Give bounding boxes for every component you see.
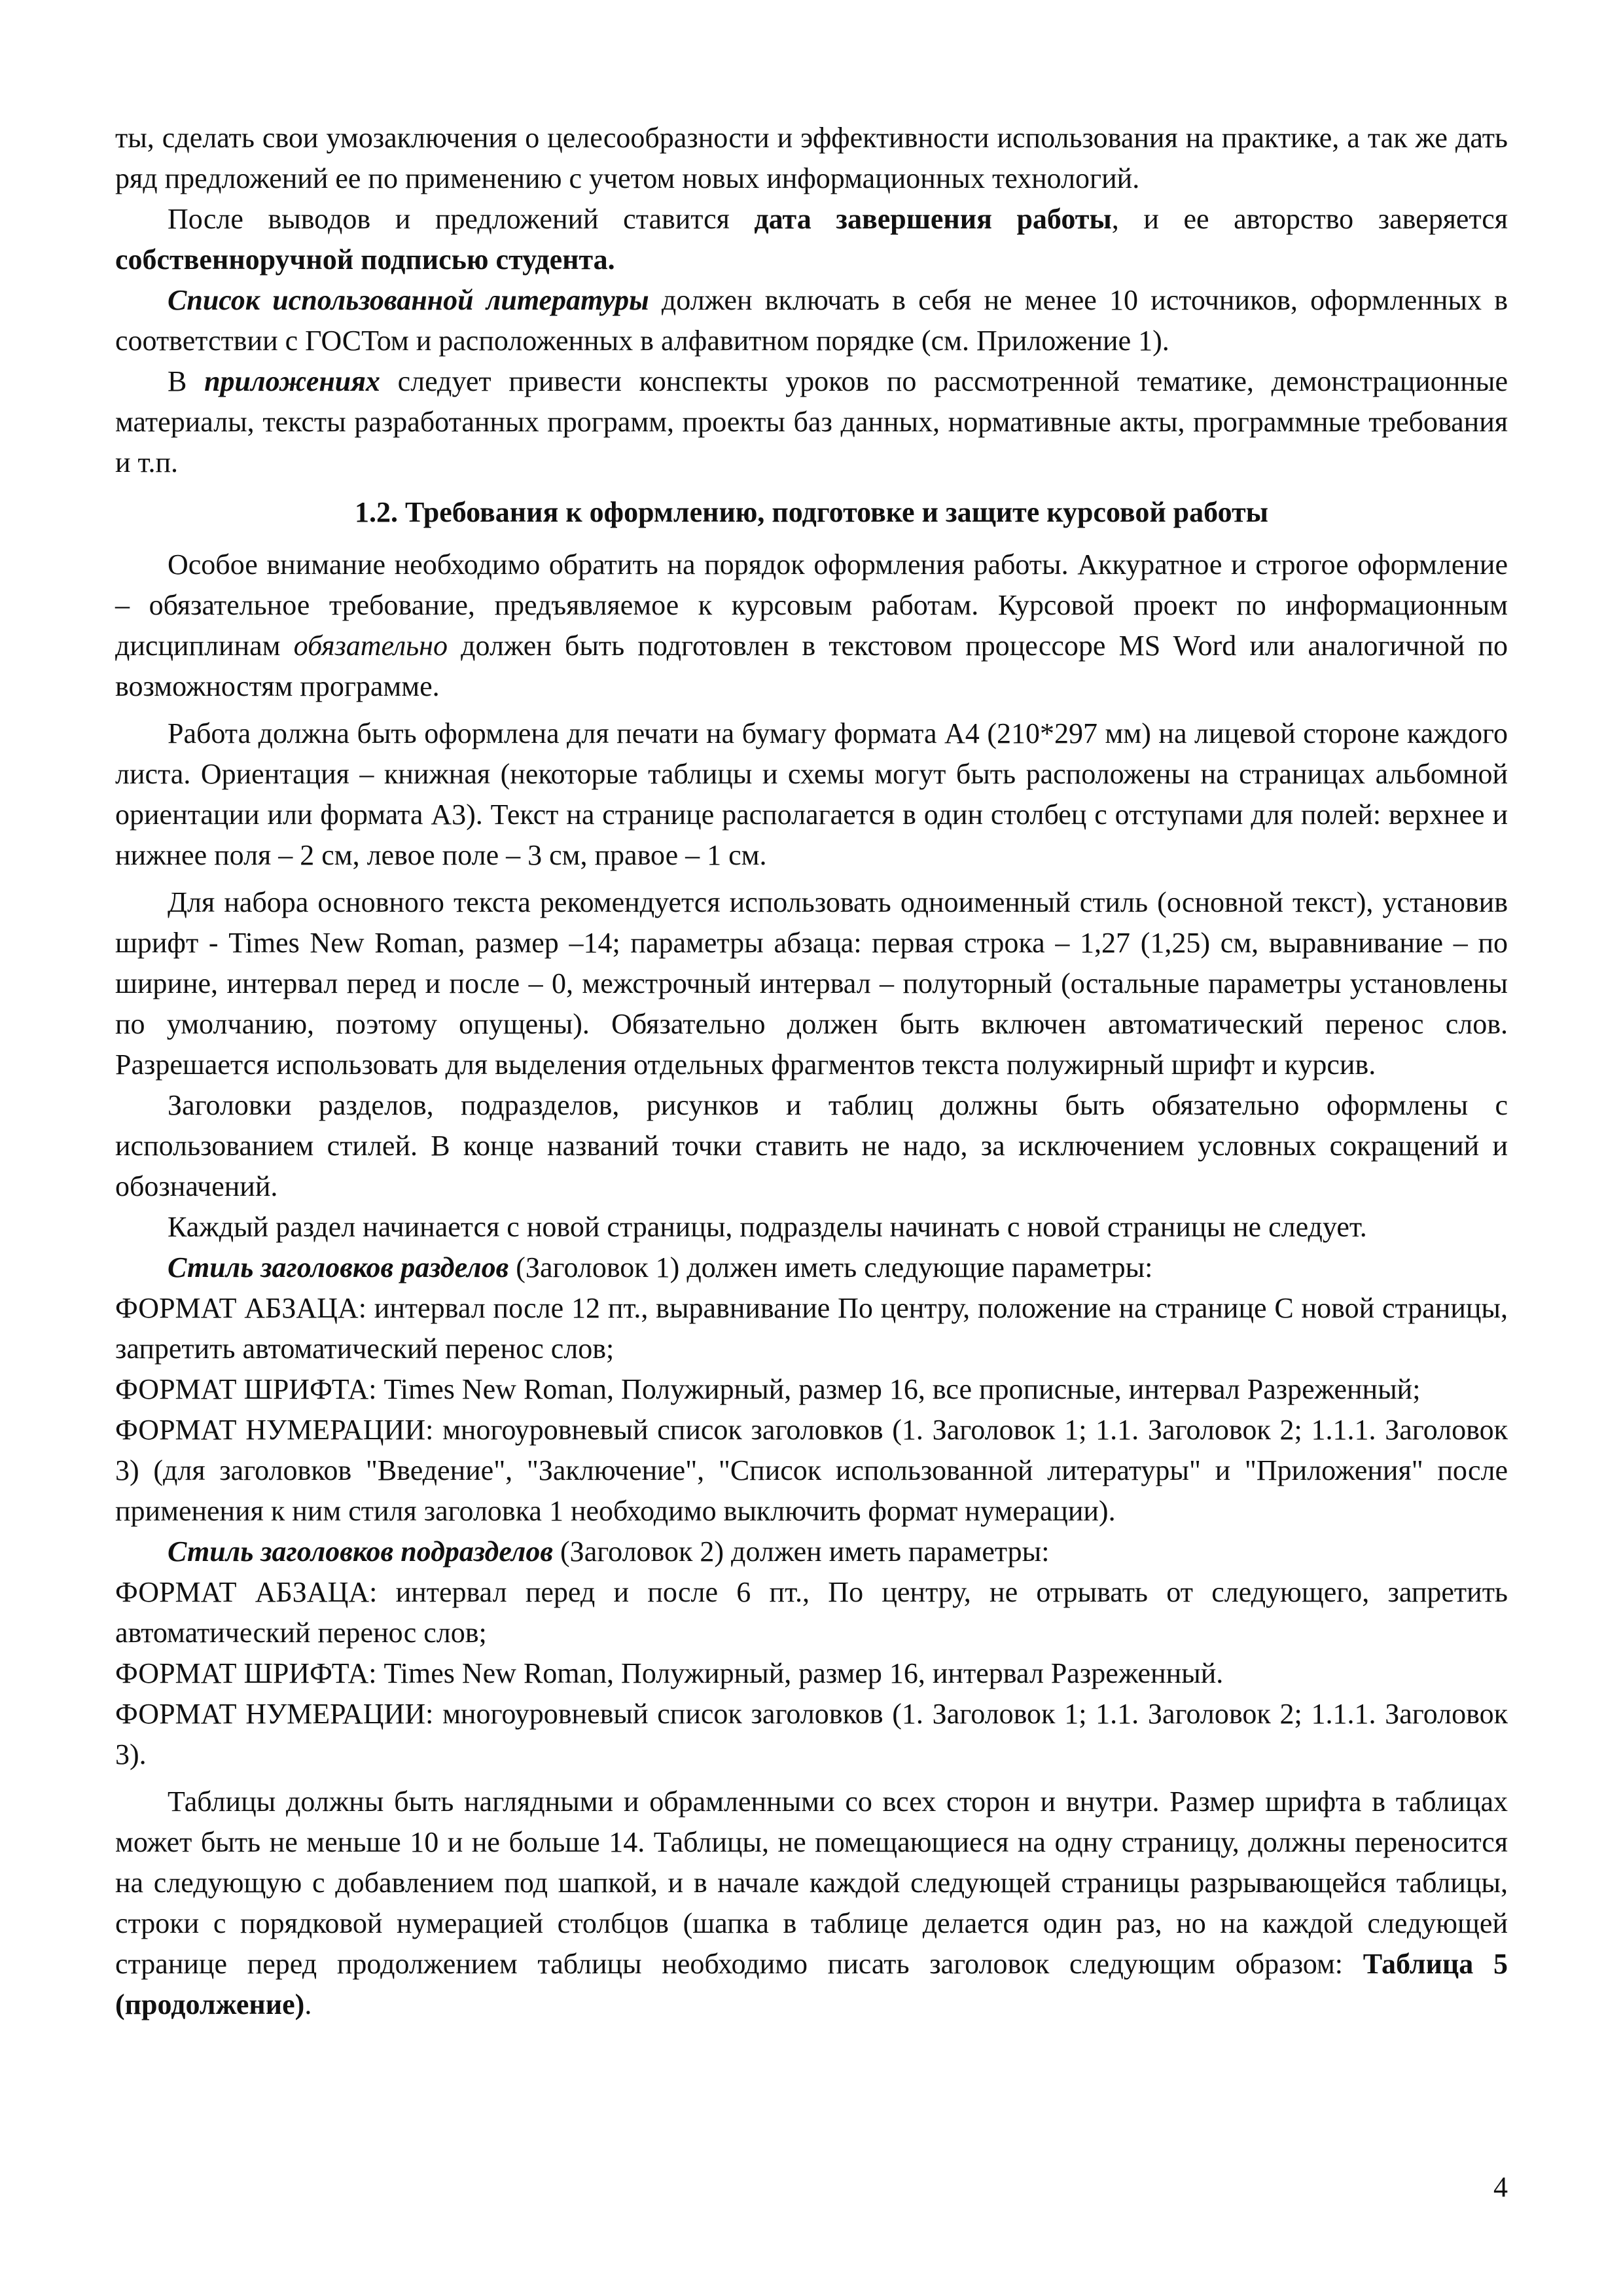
paragraph-page-format: Работа должна быть оформлена для печати на бумагу формата А4 (210*297 мм) на лицевой стороне каждого листа. Ориентация – книжная (некоторые таблицы и схемы могут быть расположены на страницах альбомной ориентации или формата А3). Текст на странице располагается в один столбец с отступами для полей: верхнее и нижнее поля – 2 см, левое поле – 3 см, правое – 1 см. <box>115 717 1508 871</box>
text-segment: В <box>168 365 205 397</box>
text-segment: , и ее авторство заверяется <box>1111 203 1508 235</box>
bold-italic-appendices-term: приложениях <box>204 365 380 397</box>
bold-student-signature: собственноручной подписью студента. <box>115 243 615 276</box>
bold-italic-subsection-style-term: Стиль заголовков подразделов <box>168 1535 553 1568</box>
paragraph-numbering-format-1: ФОРМАТ НУМЕРАЦИИ: многоуровневый список заголовков (1. Заголовок 1; 1.1. Заголовок 2; 1.1.1. Заголовок 3) (для заголовков "Введение", "Заключение", "Список использованной литературы" и "Приложения" после применения к ним стиля заголовка 1 необходимо выключить формат нумерации). <box>115 1414 1508 1527</box>
paragraph-appendices <box>115 361 1508 483</box>
text-segment: . <box>304 1988 312 2020</box>
text-segment: следует привести конспекты уроков по рассмотренной тематике, демонстрационные материалы, тексты разработанных программ, проекты баз данных, нормативные акты, программные требования и т.п. <box>115 365 1508 478</box>
paragraph-new-page: Каждый раздел начинается с новой страницы, подразделы начинать с новой страницы не следует. <box>168 1211 1367 1243</box>
paragraph-font-format-2: ФОРМАТ ШРИФТА: Times New Roman, Полужирный, размер 16, интервал Разреженный. <box>115 1657 1224 1689</box>
text-segment: (Заголовок 2) должен иметь параметры: <box>553 1535 1050 1568</box>
bold-table-continuation: Таблица 5 (продолжение) <box>115 1948 1508 2020</box>
page-number: 4 <box>1493 2171 1508 2203</box>
paragraph-paragraph-format-2: ФОРМАТ АБЗАЦА: интервал перед и после 6 пт., По центру, не отрывать от следующего, запретить автоматический перенос слов; <box>115 1576 1508 1649</box>
paragraph-tables <box>115 1782 1508 2025</box>
bold-italic-bibliography-term: Список использованной литературы <box>168 284 649 316</box>
bold-completion-date: дата завершения работы <box>754 203 1112 235</box>
paragraph-completion-date <box>115 199 1508 280</box>
document-body <box>115 118 1508 2025</box>
text-segment: должен быть подготовлен в текстовом процессоре MS Word или аналогичной по возможностям программе. <box>115 630 1508 702</box>
paragraph-conclusions-tail: ты, сделать свои умозаключения о целесообразности и эффективности использования на практике, а так же дать ряд предложений ее по применению с учетом новых информационных технологий. <box>115 122 1508 194</box>
italic-mandatory: обязательно <box>293 630 448 662</box>
paragraph-numbering-format-2: ФОРМАТ НУМЕРАЦИИ: многоуровневый список заголовков (1. Заголовок 1; 1.1. Заголовок 2; 1.1.1. Заголовок 3). <box>115 1698 1508 1770</box>
section-heading: 1.2. Требования к оформлению, подготовке и защите курсовой работы <box>355 496 1268 528</box>
text-segment: После выводов и предложений ставится <box>168 203 755 235</box>
bold-italic-section-style-term: Стиль заголовков разделов <box>168 1251 509 1283</box>
text-segment: Особое внимание необходимо обратить на порядок оформления работы. Аккуратное и строгое оформление – обязательное требование, предъявляемое к курсовым работам. Курсовой проект по информационным дисциплинам <box>115 548 1508 662</box>
paragraph-paragraph-format-1: ФОРМАТ АБЗАЦА: интервал после 12 пт., выравнивание По центру, положение на странице С новой страницы, запретить автоматический перенос слов; <box>115 1292 1508 1365</box>
text-segment: должен включать в себя не менее 10 источников, оформленных в соответствии с ГОСТом и расположенных в алфавитном порядке (см. Приложение 1). <box>115 284 1508 357</box>
paragraph-bibliography <box>115 280 1508 361</box>
paragraph-subsection-heading-style <box>115 1532 1508 1572</box>
paragraph-special-attention <box>115 545 1508 707</box>
paragraph-section-heading-style <box>115 1247 1508 1288</box>
paragraph-main-text-style: Для набора основного текста рекомендуется использовать одноименный стиль (основной текст), установив шрифт - Times New Roman, размер –14; параметры абзаца: первая строка – 1,27 (1,25) см, выравнивание – по ширине, интервал перед и после – 0, межстрочный интервал – полуторный (остальные параметры установлены по умолчанию, поэтому опущены). Обязательно должен быть включен автоматический перенос слов. Разрешается использовать для выделения отдельных фрагментов текста полужирный шрифт и курсив. <box>115 886 1508 1081</box>
text-segment: (Заголовок 1) должен иметь следующие параметры: <box>508 1251 1153 1283</box>
paragraph-heading-styles: Заголовки разделов, подразделов, рисунков и таблиц должны быть обязательно оформлены с использованием стилей. В конце названий точки ставить не надо, за исключением условных сокращений и обозначений. <box>115 1089 1508 1202</box>
paragraph-font-format-1: ФОРМАТ ШРИФТА: Times New Roman, Полужирный, размер 16, все прописные, интервал Разреженный; <box>115 1373 1421 1405</box>
text-segment: Таблицы должны быть наглядными и обрамленными со всех сторон и внутри. Размер шрифта в таблицах может быть не меньше 10 и не больше 14. Таблицы, не помещающиеся на одну страницу, должны переносится на следующую с добавлением под шапкой, и в начале каждой следующей страницы разрывающейся таблицы, строки с порядковой нумерацией столбцов (шапка в таблице делается один раз, но на каждой следующей странице перед продолжением таблицы необходимо писать заголовок следующим образом: <box>115 1785 1508 1980</box>
